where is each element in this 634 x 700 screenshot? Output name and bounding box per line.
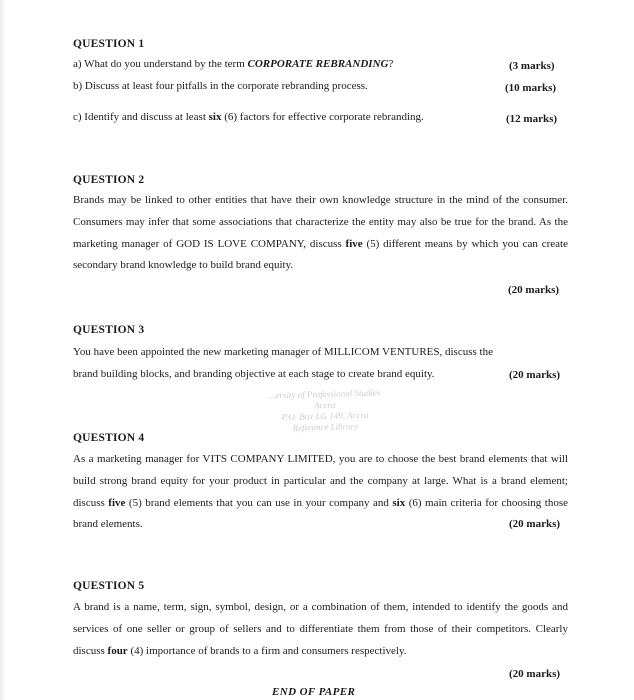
question-3-line-1: You have been appointed the new marketing manager of MILLICOM VENTURES, discuss the — [73, 346, 493, 358]
question-4-body: As a marketing manager for VITS COMPANY LIMITED, you are to choose the best brand elements that will build strong brand equity for your product in particular and the company at large. What is a brand element; discuss five (5) brand elements that you can use in your company and six (6) main criteria for choosing those brand elements. — [73, 453, 568, 531]
question-3-marks: (20 marks) — [509, 369, 561, 381]
page-edge-shadow — [0, 0, 6, 700]
question-4-heading: QUESTION 4 — [73, 432, 145, 444]
library-stamp — [199, 386, 450, 437]
question-5-heading: QUESTION 5 — [73, 580, 145, 592]
question-1c-text: c) Identify and discuss at least six (6) factors for effective corporate rebranding. — [73, 111, 424, 123]
question-5-body: A brand is a name, term, sign, symbol, design, or a combination of them, intended to identify the goods and services of one seller or group of sellers and to differentiate them from those of their competitors. Clearly discuss four (4) importance of brands to a firm and consumers respectively. — [73, 601, 568, 657]
question-1b-text: b) Discuss at least four pitfalls in the corporate rebranding process. — [73, 80, 368, 92]
question-3-heading: QUESTION 3 — [73, 324, 145, 336]
question-3-line-2: brand building blocks, and branding objective at each stage to create brand equity. — [73, 368, 435, 380]
question-2-marks: (20 marks) — [508, 284, 560, 296]
end-of-paper: END OF PAPER — [272, 686, 356, 698]
stamp-line-3: P.O. Box LG 149, Accra — [281, 409, 369, 423]
question-1-heading: QUESTION 1 — [73, 38, 145, 50]
stamp-line-4: Reference Library — [292, 421, 359, 433]
question-1a-text: a) What do you understand by the term CORPORATE REBRANDING? — [73, 58, 394, 70]
question-4-marks: (20 marks) — [509, 518, 561, 530]
question-1b-marks: (10 marks) — [505, 82, 557, 94]
stamp-line-2: Accra — [313, 399, 336, 411]
question-1c-marks: (12 marks) — [506, 113, 558, 125]
question-2-heading: QUESTION 2 — [73, 174, 145, 186]
question-5-marks: (20 marks) — [509, 668, 561, 680]
question-1a-marks: (3 marks) — [509, 60, 555, 72]
question-2-body: Brands may be linked to other entities that have their own knowledge structure in the mind of the consumer. Consumers may infer that some associations that characterize the entity may also be true for the brand. As the marketing manager of GOD IS LOVE COMPANY, discuss five (5) different means by which you can create secondary brand knowledge to build brand equity. — [73, 194, 568, 272]
stamp-line-1: ...ersity of Professional Studies — [268, 387, 381, 401]
